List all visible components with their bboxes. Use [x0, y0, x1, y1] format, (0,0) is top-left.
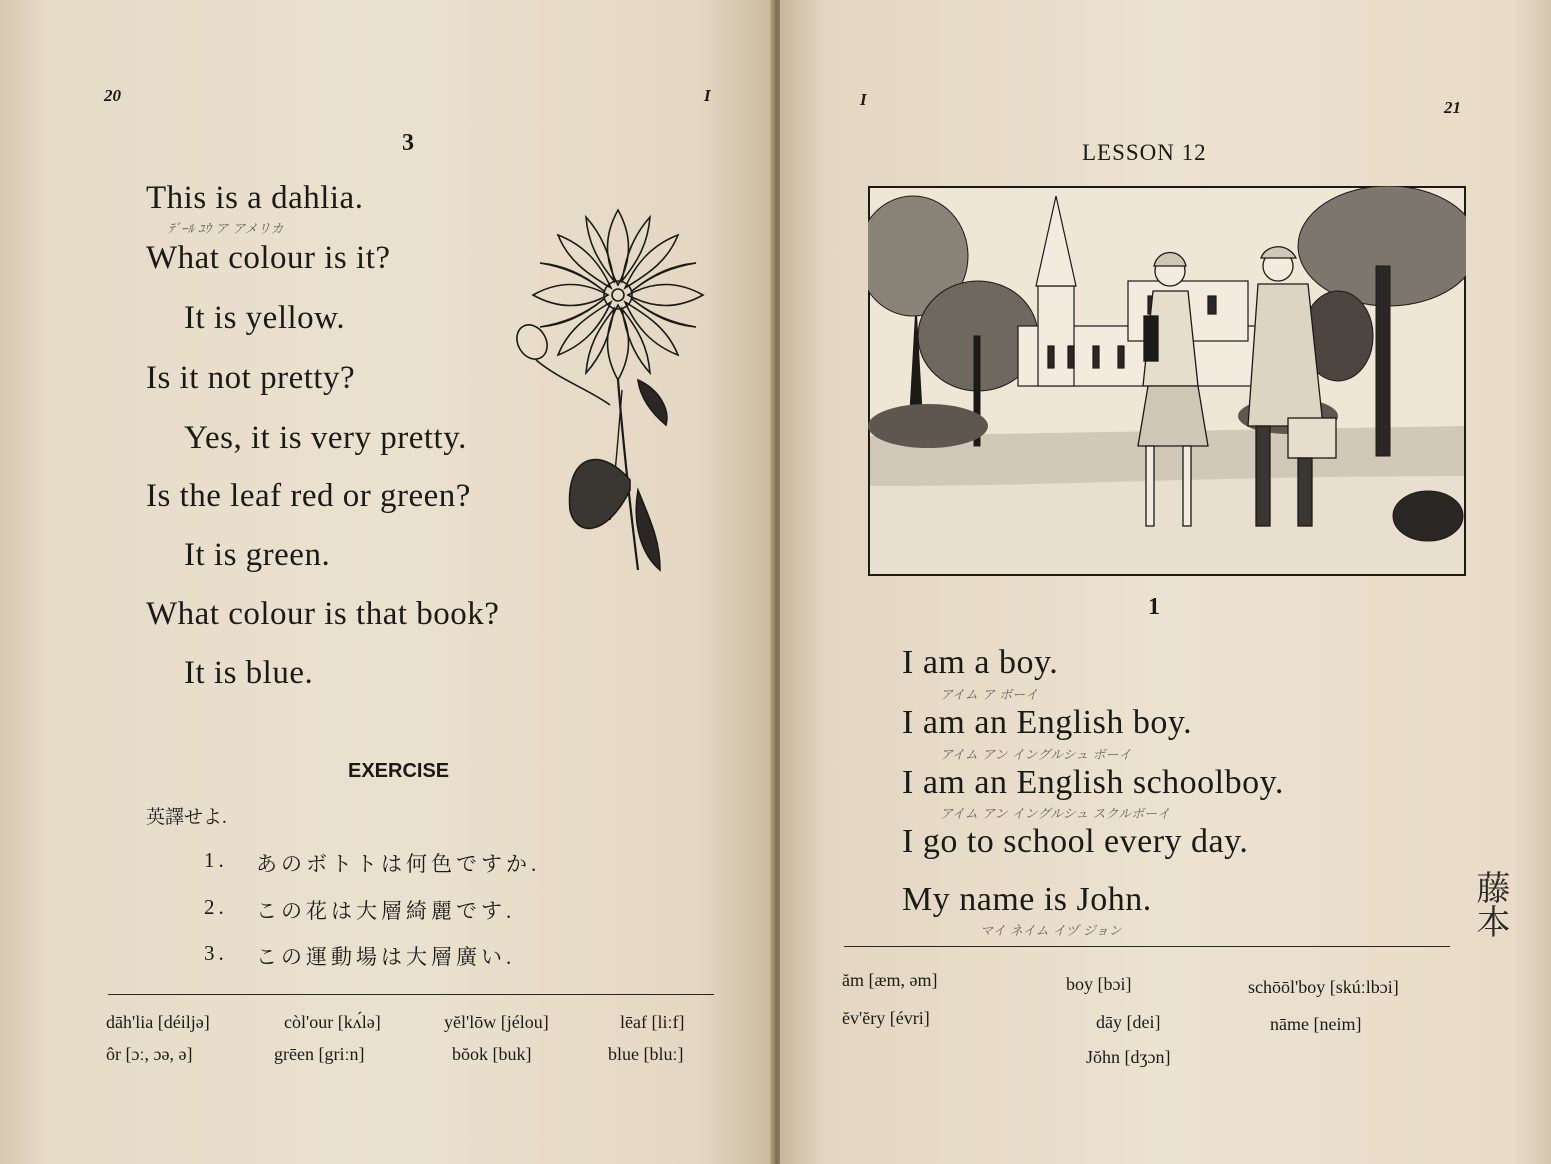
handwritten-annotation: アイム アン イングルシュ ボーイ	[940, 748, 1132, 763]
handwritten-annotation: マイ ネイム イヅ ジョン	[980, 924, 1122, 939]
section-mark-right: I	[860, 90, 867, 109]
vocab-entry: còl'our [kʌ́lə]	[284, 1012, 381, 1032]
text-line: It is blue.	[184, 655, 314, 691]
exercise-item-number: 3.	[204, 941, 228, 965]
exercise-title: EXERCISE	[348, 760, 450, 782]
vocab-divider	[844, 946, 1450, 947]
vocab-entry: Jŏhn [dʒɔn]	[1086, 1047, 1171, 1067]
section-mark-left: I	[704, 86, 711, 105]
lesson-title: LESSON 12	[1082, 140, 1207, 165]
text-line: It is yellow.	[184, 300, 346, 336]
vocab-entry: nāme [neim]	[1270, 1014, 1362, 1034]
vocab-entry: ĕv'ĕry [évri]	[842, 1008, 930, 1028]
vocab-entry: blue [bluː]	[608, 1044, 684, 1064]
text-line: It is green.	[184, 537, 331, 573]
text-line: I am an English schoolboy.	[902, 764, 1284, 801]
vocab-entry: yĕl'lōw [jélou]	[444, 1012, 549, 1032]
text-line: This is a dahlia.	[146, 180, 364, 216]
exercise-item-number: 1.	[204, 848, 228, 872]
vocab-entry: bŏok [buk]	[452, 1044, 532, 1064]
exercise-item-text: この運動場は大層廣い.	[256, 945, 516, 969]
vocab-entry: ăm [æm, əm]	[842, 970, 938, 990]
text-line: What colour is it?	[146, 240, 391, 276]
vocab-entry: ôr [ɔː, ɔə, ə]	[106, 1044, 193, 1064]
park-scene-illustration	[868, 186, 1466, 576]
text-line: I am a boy.	[902, 644, 1059, 681]
exercise-item-number: 2.	[204, 895, 228, 919]
text-line: Is the leaf red or green?	[146, 478, 471, 514]
handwritten-annotation: ﾃﾞｰﾙ ﾕｳ ア アメリカ	[168, 222, 284, 237]
right-page	[780, 0, 1551, 1164]
text-line: What colour is that book?	[146, 596, 500, 632]
vocab-divider	[108, 994, 714, 995]
handwritten-annotation: アイム ア ボーイ	[940, 688, 1039, 703]
vocab-entry: dāy [dei]	[1096, 1012, 1161, 1032]
part-number-left: 3	[402, 130, 414, 156]
text-line: I am an English boy.	[902, 704, 1193, 741]
dahlia-illustration	[510, 190, 730, 580]
text-line: Yes, it is very pretty.	[184, 420, 467, 456]
handwritten-margin-note: 藤本	[1470, 870, 1510, 938]
page-number-right: 21	[1444, 98, 1461, 117]
vocab-entry: dāh'lia [déiljə]	[106, 1012, 210, 1032]
vocab-entry: lēaf [liːf]	[620, 1012, 685, 1032]
handwritten-annotation: アイム アン イングルシュ スクルボーイ	[940, 807, 1171, 822]
exercise-instruction: 英譯せよ.	[146, 807, 227, 828]
vocab-entry: grēen [griːn]	[274, 1044, 365, 1064]
text-line: My name is John.	[902, 881, 1152, 918]
exercise-item-text: あのボトトは何色ですか.	[256, 852, 541, 876]
text-line: Is it not pretty?	[146, 360, 356, 396]
part-number-right: 1	[1148, 594, 1160, 620]
exercise-item-text: この花は大層綺麗です.	[256, 899, 516, 923]
vocab-entry: boy [bɔi]	[1066, 974, 1132, 994]
vocab-entry: schōōl'boy [skúːlbɔi]	[1248, 977, 1399, 997]
text-line: I go to school every day.	[902, 823, 1249, 860]
page-number-left: 20	[104, 86, 121, 105]
